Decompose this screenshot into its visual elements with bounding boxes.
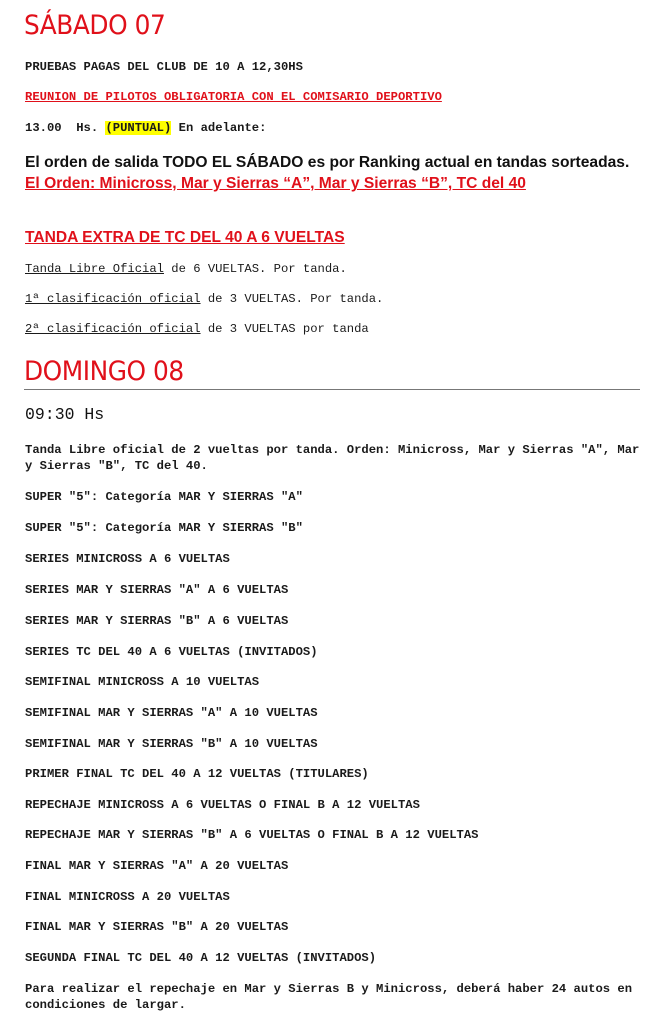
repechage-footnote: Para realizar el repechaje en Mar y Sierras B y Minicross, deberá haber 24 autos en condiciones de largar. [25, 982, 633, 1012]
sunday-time: 09:30 Hs [25, 405, 105, 424]
sunday-intro: Tanda Libre oficial de 2 vueltas por tanda. Orden: Minicross, Mar y Sierras ″A″, Mar y Sierras ″B″, TC del 40. [25, 443, 640, 473]
session-detail: de 3 VUELTAS. Por tanda. [200, 292, 384, 306]
saturday-heading: SÁBADO 07 [24, 10, 166, 41]
event-line: SEMIFINAL MINICROSS A 10 VUELTAS [25, 675, 260, 689]
event-line: SERIES TC DEL 40 A 6 VUELTAS (INVITADOS) [25, 645, 318, 659]
session-label: Tanda Libre Oficial [25, 262, 164, 276]
event-line: SUPER ″5″: Categoría MAR Y SIERRAS ″B″ [25, 521, 303, 535]
drivers-meeting-line: REUNION DE PILOTOS OBLIGATORIA CON EL COMISARIO DEPORTIVO [25, 90, 442, 104]
event-line: SEMIFINAL MAR Y SIERRAS ″A″ A 10 VUELTAS [25, 706, 318, 720]
session-detail: de 3 VUELTAS por tanda [200, 322, 369, 336]
start-time-line [25, 121, 266, 135]
event-line: SEMIFINAL MAR Y SIERRAS ″B″ A 10 VUELTAS [25, 737, 318, 751]
event-line: PRIMER FINAL TC DEL 40 A 12 VUELTAS (TITULARES) [25, 767, 369, 781]
session-detail: de 6 VUELTAS. Por tanda. [163, 262, 347, 276]
event-line: REPECHAJE MAR Y SIERRAS ″B″ A 6 VUELTAS O FINAL B A 12 VUELTAS [25, 828, 479, 842]
section-divider [24, 389, 640, 390]
event-line: SUPER ″5″: Categoría MAR Y SIERRAS ″A″ [25, 490, 303, 504]
event-line: FINAL MAR Y SIERRAS ″A″ A 20 VUELTAS [25, 859, 289, 873]
order-red-text: El Orden: Minicross, Mar y Sierras “A”, Mar y Sierras “B”, TC del 40 [25, 175, 526, 192]
session-line-3 [25, 322, 369, 336]
extra-session-line: TANDA EXTRA DE TC DEL 40 A 6 VUELTAS [25, 229, 345, 246]
order-text: El orden de salida TODO EL SÁBADO es por Ranking actual en tandas sorteadas. [25, 154, 630, 171]
order-paragraph [25, 152, 645, 194]
session-label: 2ª clasificación oficial [25, 322, 201, 336]
start-time: 13.00 Hs. [25, 121, 99, 135]
event-line: SEGUNDA FINAL TC DEL 40 A 12 VUELTAS (INVITADOS) [25, 951, 377, 965]
event-line: SERIES MAR Y SIERRAS ″B″ A 6 VUELTAS [25, 614, 289, 628]
event-line: FINAL MAR Y SIERRAS ″B″ A 20 VUELTAS [25, 920, 289, 934]
session-label: 1ª clasificación oficial [25, 292, 201, 306]
session-line-2 [25, 292, 383, 306]
punctual-badge: (PUNTUAL) [105, 121, 172, 135]
event-line: REPECHAJE MINICROSS A 6 VUELTAS O FINAL B A 12 VUELTAS [25, 798, 420, 812]
session-line-1 [25, 262, 347, 276]
event-line: FINAL MINICROSS A 20 VUELTAS [25, 890, 230, 904]
paid-tests-line: PRUEBAS PAGAS DEL CLUB DE 10 A 12,30HS [25, 60, 303, 74]
sunday-heading: DOMINGO 08 [24, 356, 184, 387]
event-line: SERIES MAR Y SIERRAS ″A″ A 6 VUELTAS [25, 583, 289, 597]
onwards-text: En adelante: [178, 121, 267, 135]
event-line: SERIES MINICROSS A 6 VUELTAS [25, 552, 230, 566]
